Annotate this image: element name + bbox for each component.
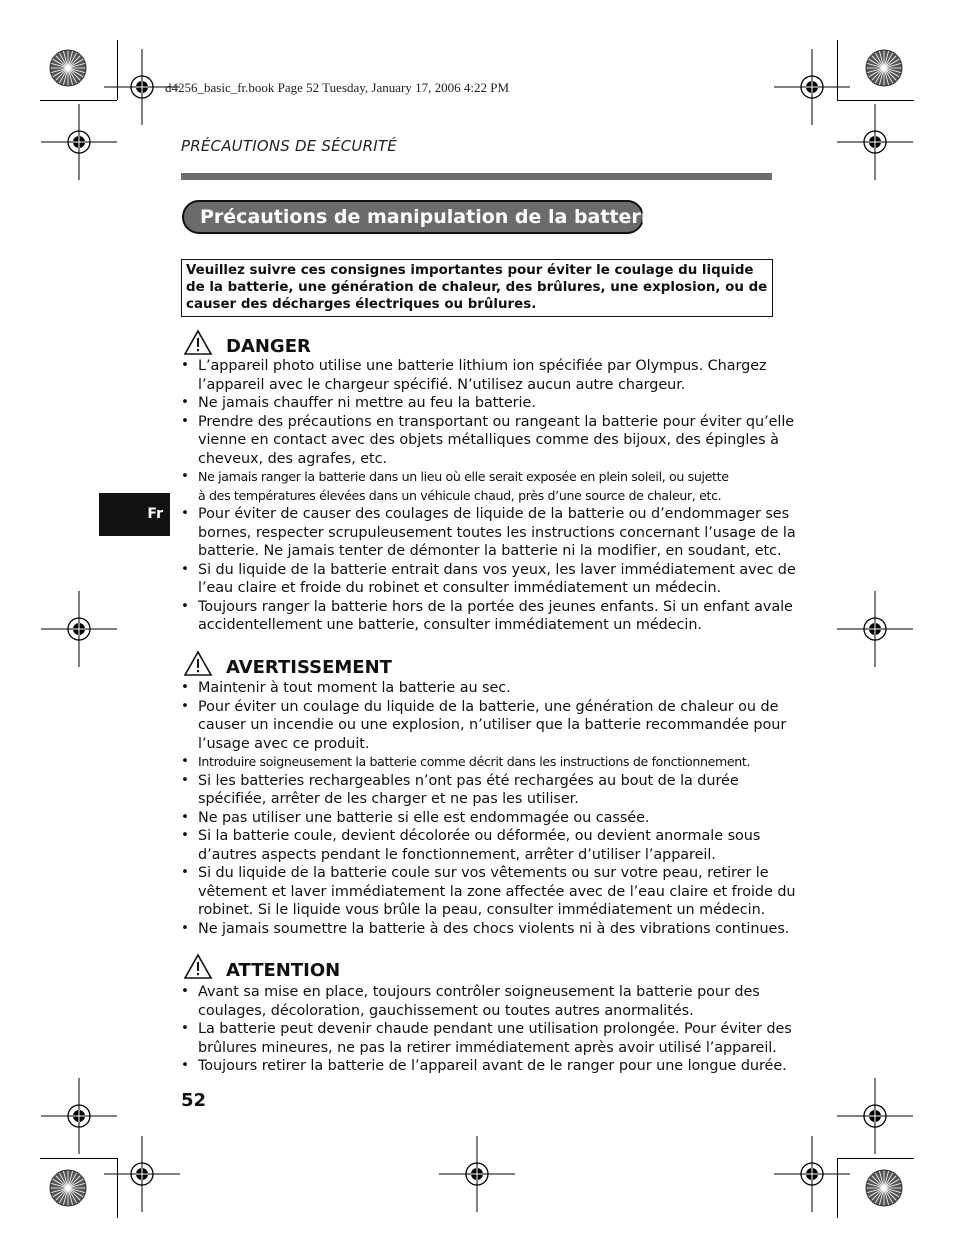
list-item-line: bornes, respecter scrupuleusement toutes les instructions concernant l’usage de la xyxy=(198,524,796,541)
bullet: • xyxy=(181,560,189,577)
registration-mark-icon xyxy=(825,579,925,679)
list-item-line: robinet. Si le liquide vous brûle la peau, consulter immédiatement un médecin. xyxy=(198,902,766,918)
list-item-line: causer un incendie ou une explosion, n’utiliser que la batterie recommandée pour xyxy=(198,717,787,733)
list-item-line: Pour éviter de causer des coulages de liquide de la batterie ou d’endommager ses xyxy=(198,506,790,522)
list-item-line: l’eau claire et froide du robinet et consulter immédiatement un médecin. xyxy=(198,580,722,596)
header-rule xyxy=(181,173,772,180)
list-item xyxy=(181,809,781,828)
list-item xyxy=(181,468,781,505)
bullet: • xyxy=(181,505,189,521)
list-item-line: Introduire soigneusement la batterie comme décrit dans les instructions de fonctionnement. xyxy=(198,754,751,769)
bullet: • xyxy=(181,919,189,936)
bullet: • xyxy=(181,468,189,484)
bullet: • xyxy=(181,697,189,714)
warning-triangle-icon xyxy=(183,650,213,677)
list-item-line: coulages, décoloration, gauchissement ou toutes autres anormalités. xyxy=(198,1002,694,1019)
list-item xyxy=(181,697,787,754)
attention-heading-text: ATTENTION xyxy=(226,960,341,981)
list-item-line: vienne en contact avec des objets métalliques comme des bijoux, des épingles à xyxy=(198,432,779,448)
bullet: • xyxy=(181,679,189,695)
list-item-line: Ne pas utiliser une batterie si elle est endommagée ou cassée. xyxy=(198,809,650,826)
registration-mark-icon xyxy=(825,92,925,192)
registration-mark-icon xyxy=(92,1124,192,1224)
list-item xyxy=(181,772,781,809)
list-item xyxy=(181,597,793,635)
bullet: • xyxy=(181,771,189,788)
color-target-icon xyxy=(48,1168,88,1208)
list-item-line: Toujours retirer la batterie de l’appareil avant de le ranger pour une longue durée. xyxy=(198,1058,787,1074)
color-target-icon xyxy=(48,48,88,88)
list-item xyxy=(181,679,781,698)
bullet: • xyxy=(181,808,189,825)
list-item xyxy=(181,1057,787,1076)
avertissement-heading-text: AVERTISSEMENT xyxy=(226,657,392,678)
list-item-line: vêtement et laver immédiatement la zone affectée avec de l’eau claire et froide du xyxy=(198,883,796,900)
list-item-line: Ne jamais chauffer ni mettre au feu la batterie. xyxy=(198,395,536,411)
registration-mark-icon xyxy=(762,1124,862,1224)
warning-triangle-icon xyxy=(183,953,213,980)
list-item xyxy=(181,864,796,920)
list-item xyxy=(181,753,781,772)
list-item xyxy=(181,1020,792,1057)
list-item-line: La batterie peut devenir chaude pendant une utilisation prolongée. Pour éviter des xyxy=(198,1021,792,1037)
list-item-line: Toujours ranger la batterie hors de la portée des jeunes enfants. Si un enfant avale xyxy=(198,598,793,615)
page-title: Précautions de manipulation de la batterie xyxy=(200,206,661,228)
list-item xyxy=(181,983,781,1020)
bullet: • xyxy=(181,394,189,410)
list-item-line: Maintenir à tout moment la batterie au sec. xyxy=(198,680,511,696)
section-label: PRÉCAUTIONS DE SÉCURITÉ xyxy=(181,137,397,155)
bullet: • xyxy=(181,827,189,843)
notice-box xyxy=(181,259,773,317)
bullet: • xyxy=(181,1020,189,1036)
bullet: • xyxy=(181,983,189,999)
avertissement-list xyxy=(181,679,796,938)
list-item-line: cheveux, des agrafes, etc. xyxy=(198,450,388,467)
list-item xyxy=(181,505,796,561)
list-item-line: spécifiée, arrêter de les charger et ne pas les utiliser. xyxy=(198,791,579,807)
list-item-line: Avant sa mise en place, toujours contrôler soigneusement la batterie pour des xyxy=(198,984,760,1000)
registration-mark-icon xyxy=(29,92,129,192)
list-item xyxy=(181,394,781,413)
registration-mark-icon xyxy=(29,579,129,679)
list-item-line: l’usage avec ce produit. xyxy=(198,735,370,752)
list-item xyxy=(181,919,790,939)
notice-line: Veuillez suivre ces consignes importantes pour éviter le coulage du liquide xyxy=(186,263,754,278)
bullet: • xyxy=(181,357,189,373)
print-header: d4256_basic_fr.book Page 52 Tuesday, January 17, 2006 4:22 PM xyxy=(165,80,510,95)
bullet: • xyxy=(181,597,189,614)
notice-line: causer des décharges électriques ou brûlures. xyxy=(186,297,537,312)
list-item-line: Prendre des précautions en transportant ou rangeant la batterie pour éviter qu’elle xyxy=(198,413,795,430)
list-item xyxy=(181,827,781,864)
list-item-line: L’appareil photo utilise une batterie lithium ion spécifiée par Olympus. Chargez xyxy=(198,358,767,374)
danger-list xyxy=(181,357,796,635)
list-item-line: Ne jamais ranger la batterie dans un lieu où elle serait exposée en plein soleil, ou sujette xyxy=(198,469,729,484)
list-item xyxy=(181,357,781,394)
bullet: • xyxy=(181,753,189,769)
color-target-icon xyxy=(864,48,904,88)
attention-list xyxy=(181,983,792,1076)
bullet: • xyxy=(181,1057,189,1073)
language-tab-label: Fr xyxy=(147,506,163,522)
list-item-line: Pour éviter un coulage du liquide de la batterie, une génération de chaleur ou de xyxy=(198,698,779,715)
list-item-line: Si les batteries rechargeables n’ont pas été rechargées au bout de la durée xyxy=(198,772,739,789)
bullet: • xyxy=(181,412,189,429)
list-item-line: brûlures mineures, ne pas la retirer immédiatement après avoir utilisé l’appareil. xyxy=(198,1039,777,1056)
bullet: • xyxy=(181,864,189,880)
notice-line: de la batterie, une génération de chaleur, des brûlures, une explosion, ou de xyxy=(186,280,768,295)
list-item-line: à des températures élevées dans un véhicule chaud, près d’une source de chaleur, etc. xyxy=(198,487,722,503)
list-item-line: Si la batterie coule, devient décolorée ou déformée, ou devient anormale sous xyxy=(198,828,761,844)
list-item xyxy=(181,560,796,598)
list-item-line: Si du liquide de la batterie coule sur vos vêtements ou sur votre peau, retirer le xyxy=(198,865,769,881)
list-item-line: Si du liquide de la batterie entrait dans vos yeux, les laver immédiatement avec de xyxy=(198,561,796,578)
color-target-icon xyxy=(864,1168,904,1208)
list-item-line: batterie. Ne jamais tenter de démonter la batterie ni la modifier, en soudant, etc. xyxy=(198,543,782,559)
page-title-banner xyxy=(182,200,661,234)
warning-triangle-icon xyxy=(183,329,213,356)
language-tab xyxy=(99,493,170,536)
page-number: 52 xyxy=(181,1090,207,1111)
list-item xyxy=(181,412,795,469)
registration-mark-icon xyxy=(427,1124,527,1224)
list-item-line: d’autres aspects pendant le fonctionnement, arrêter d’utiliser l’appareil. xyxy=(198,846,716,863)
list-item-line: accidentellement une batterie, consulter immédiatement un médecin. xyxy=(198,617,702,633)
list-item-line: l’appareil avec le chargeur spécifié. N’utilisez aucun autre chargeur. xyxy=(198,376,686,393)
list-item-line: Ne jamais soumettre la batterie à des chocs violents ni à des vibrations continues. xyxy=(198,920,790,937)
danger-heading-text: DANGER xyxy=(226,336,311,357)
